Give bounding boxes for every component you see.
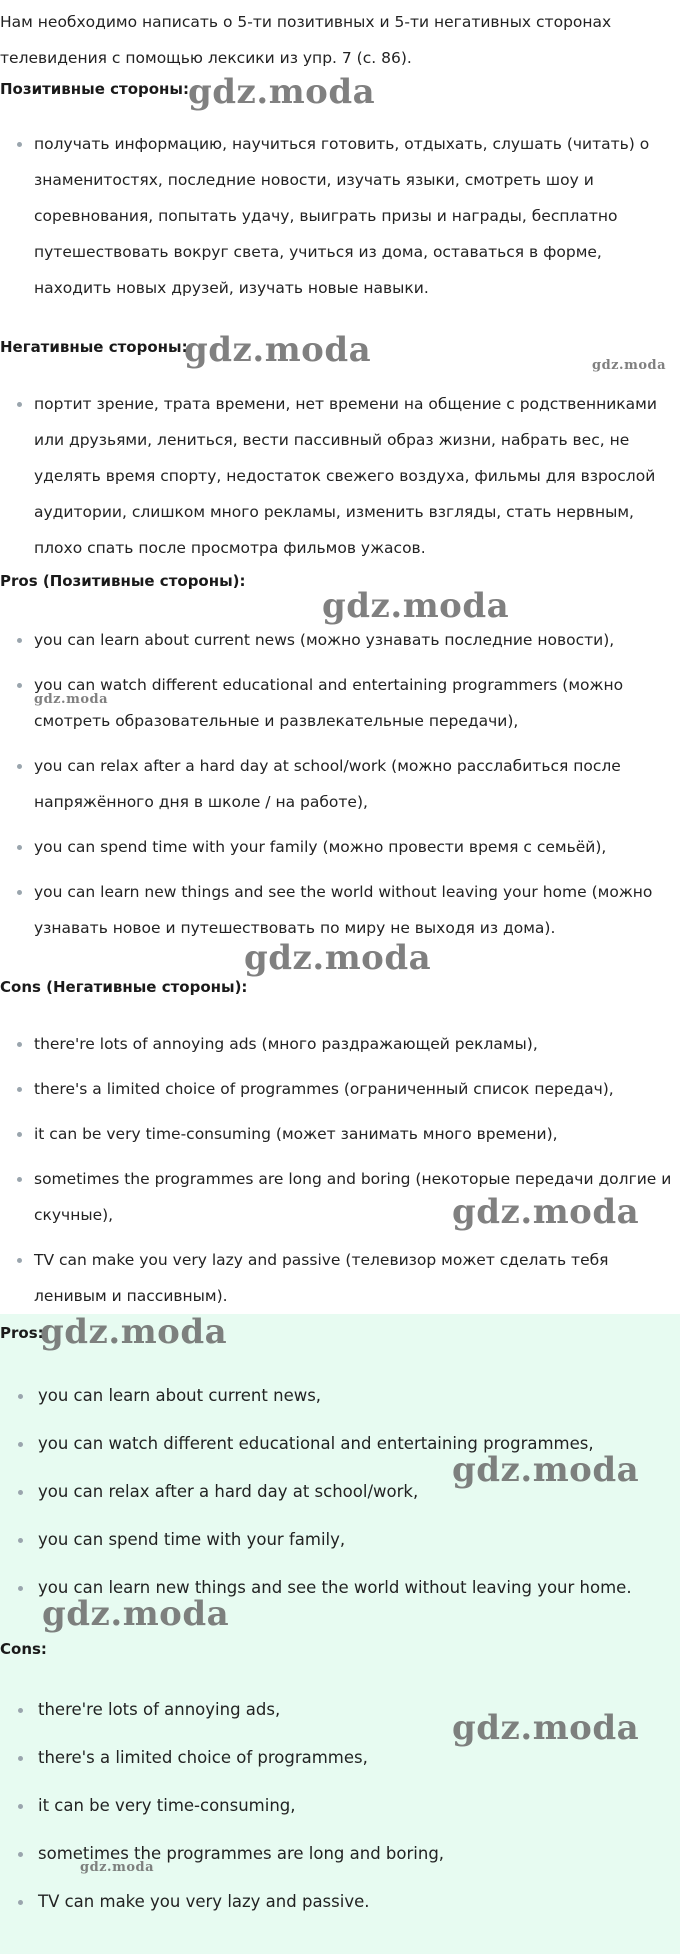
list-item: you can learn about current news (можно узнавать последние новости), [34,622,680,658]
list-item: TV can make you very lazy and passive. [38,1878,680,1926]
list-item: you can watch different educational and entertaining programmes, [38,1420,680,1468]
negative-title: Негативные стороны: [0,338,188,356]
list-item: you can learn new things and see the world without leaving your home. [38,1564,680,1612]
negative-list [0,386,680,566]
positive-title: Позитивные стороны: [0,80,189,98]
watermark: gdz.moda [42,1594,230,1634]
list-item: you can relax after a hard day at school/work (можно расслабиться после напряжённого дня в школе / на работе), [34,748,680,820]
watermark: gdz.moda [592,358,667,373]
pros-translated-title: Pros (Позитивные стороны): [0,572,246,590]
list-item: there's a limited choice of programmes (ограниченный список передач), [34,1071,680,1107]
list-item: you can learn about current news, [38,1372,680,1420]
list-item: it can be very time-consuming (может занимать много времени), [34,1116,680,1152]
list-item: you can spend time with your family (можно провести время с семьёй), [34,829,680,865]
cons-translated-list [0,1026,680,1323]
list-item: you can relax after a hard day at school/work, [38,1468,680,1516]
cons-translated-title: Cons (Негативные стороны): [0,978,248,996]
list-item: sometimes the programmes are long and boring, [38,1830,680,1878]
positive-list [0,126,680,306]
cons-list [0,1686,680,1926]
list-item: it can be very time-consuming, [38,1782,680,1830]
list-item: there're lots of annoying ads (много раздражающей рекламы), [34,1026,680,1062]
watermark: gdz.moda [40,1312,228,1352]
pros-title: Pros: [0,1324,44,1342]
list-item: there's a limited choice of programmes, [38,1734,680,1782]
watermark: gdz.moda [80,1860,155,1875]
list-item: you can spend time with your family, [38,1516,680,1564]
watermark: gdz.moda [452,1708,640,1748]
list-item: sometimes the programmes are long and boring (некоторые передачи долгие и скучные), [34,1161,680,1233]
intro-paragraph: Нам необходимо написать о 5-ти позитивных и 5-ти негативных сторонах телевидения с помощью лексики из упр. 7 (с. 86). [0,13,612,67]
cons-title: Cons: [0,1640,47,1658]
watermark: gdz.moda [452,1450,640,1490]
watermark: gdz.moda [184,330,372,370]
watermark: gdz.moda [188,72,376,112]
list-item: получать информацию, научиться готовить, отдыхать, слушать (читать) о знаменитостях, последние новости, изучать языки, смотреть шоу и соревнования, попытать удачу, выиграть призы и награды, бесплатно путешествовать вокруг света, учиться из дома, оставаться в форме, находить новых друзей, изучать новые навыки. [34,126,680,306]
watermark: gdz.moda [244,938,432,978]
watermark: gdz.moda [452,1192,640,1232]
list-item: you can watch different educational and entertaining programmers (можно смотреть образовательные и развлекательные передачи), [34,667,680,739]
list-item: there're lots of annoying ads, [38,1686,680,1734]
watermark: gdz.moda [322,586,510,626]
watermark: gdz.moda [34,692,109,707]
pros-translated-list [0,622,680,955]
list-item: you can learn new things and see the world without leaving your home (можно узнавать новое и путешествовать по миру не выходя из дома). [34,874,680,946]
list-item: портит зрение, трата времени, нет времени на общение с родственниками или друзьями, лениться, вести пассивный образ жизни, набрать вес, не уделять время спорту, недостаток свежего воздуха, фильмы для взрослой аудитории, слишком много рекламы, изменить взгляды, стать нервным, плохо спать после просмотра фильмов ужасов. [34,386,680,566]
pros-list [0,1372,680,1612]
list-item: TV can make you very lazy and passive (телевизор может сделать тебя ленивым и пассивным). [34,1242,680,1314]
